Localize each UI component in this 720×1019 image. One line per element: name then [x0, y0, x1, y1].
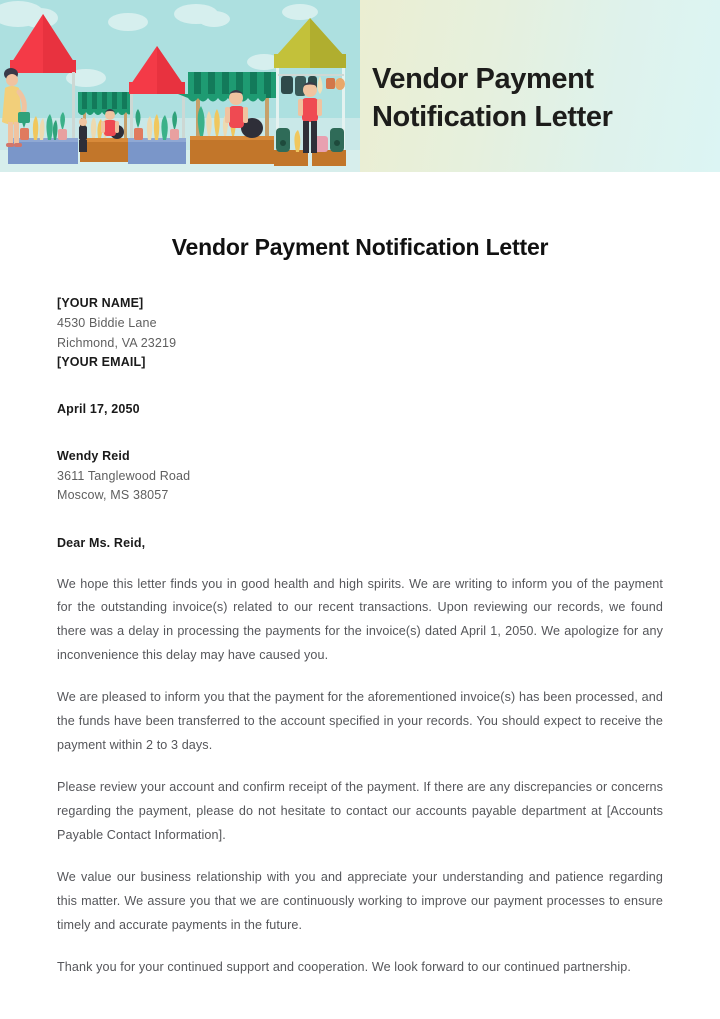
recipient-address-line1: 3611 Tanglewood Road [57, 468, 191, 483]
body-paragraph: We value our business relationship with you and appreciate your understanding and patience regarding this matter. We assure you that we are continuously working to improve our payment processes to ensure timely and accurate payments in the future. [57, 870, 663, 932]
recipient-address-line2: Moscow, MS 38057 [57, 488, 169, 503]
paragraph-spacer [57, 667, 663, 686]
body-paragraph: Thank you for your continued support and cooperation. We look forward to our continued partnership. [57, 960, 631, 975]
paragraph-spacer [57, 937, 663, 956]
spacer-before-body [57, 554, 663, 573]
market-stalls-illustration [0, 0, 360, 172]
recipient-name: Wendy Reid [57, 448, 130, 463]
paragraph-spacer [57, 847, 663, 866]
letter-document [0, 172, 720, 980]
sender-email: [YOUR EMAIL] [57, 355, 146, 370]
spacer-before-date [57, 373, 663, 400]
sender-address-line2: Richmond, VA 23219 [57, 335, 177, 350]
recipient-block [57, 447, 663, 506]
spacer-before-salutation [57, 506, 663, 534]
salutation: Dear Ms. Reid, [57, 536, 146, 550]
sender-name: [YOUR NAME] [57, 296, 144, 310]
page-banner [0, 0, 720, 172]
banner-title [372, 61, 702, 135]
document-title: Vendor Payment Notification Letter [171, 234, 549, 260]
spacer-before-recipient [57, 420, 663, 447]
paragraph-spacer [57, 757, 663, 776]
banner-title-line-2: Notification Letter [372, 100, 613, 133]
letter-content [57, 261, 663, 980]
body-paragraph: Please review your account and confirm receipt of the payment. If there are any discrepancies or concerns regarding the payment, please do not hesitate to contact our accounts payable department at [Accounts Payable Contact Information]. [57, 780, 663, 842]
sender-address-line1: 4530 Biddie Lane [57, 315, 157, 330]
body-paragraph: We are pleased to inform you that the payment for the aforementioned invoice(s) has been processed, and the funds have been transferred to the account specified in your records. You should expect to receive the payment within 2 to 3 days. [57, 690, 663, 752]
letter-date: April 17, 2050 [57, 402, 140, 416]
banner-title-line-1: Vendor Payment [372, 63, 594, 96]
body-paragraph: We hope this letter finds you in good health and high spirits. We are writing to inform you of the payment for the outstanding invoice(s) related to our recent transactions. Upon reviewing our records, we found there was a delay in processing the payments for the invoice(s) dated April 1, 2050. We apologize for any inconvenience this delay may have caused you. [57, 576, 663, 662]
sender-block [57, 294, 663, 373]
